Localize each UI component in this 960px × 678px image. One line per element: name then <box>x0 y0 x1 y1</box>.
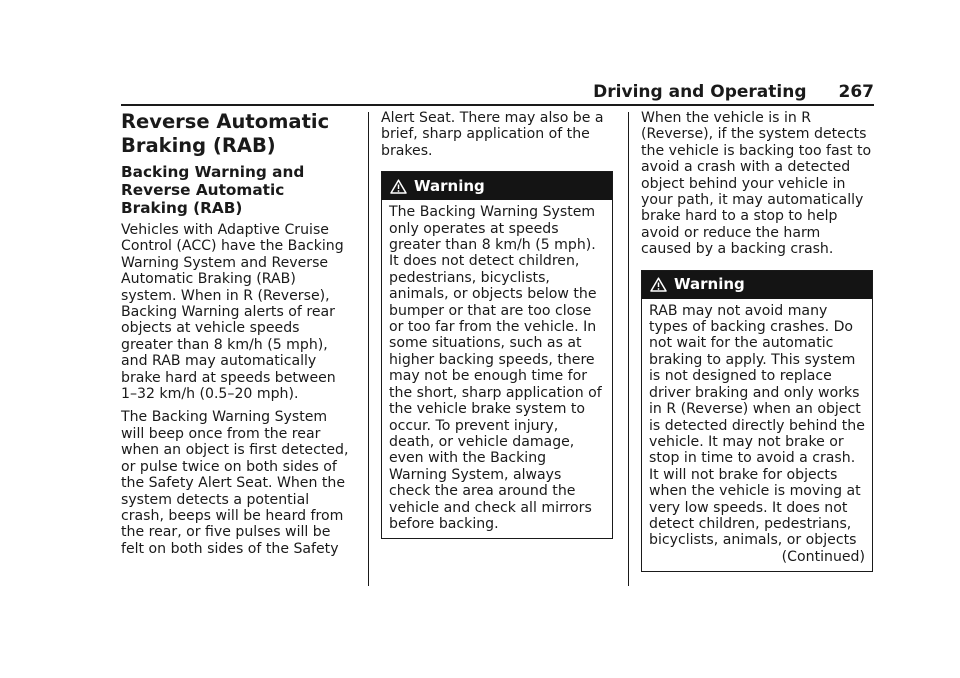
warning-title: Warning <box>674 275 745 294</box>
warning-text <box>642 299 872 572</box>
warning-box-rab <box>641 270 873 573</box>
warning-header <box>382 172 612 200</box>
warning-box-backing <box>381 171 613 539</box>
warning-title: Warning <box>414 177 485 196</box>
column-divider-2 <box>628 112 629 586</box>
column-divider-1 <box>368 112 369 586</box>
body-paragraph-1: Vehicles with Adaptive Cruise Control (ACC) have the Backing Warning System and Reverse Automatic Braking (RAB) system. When in R (Reverse), Backing Warning alerts of rear objects at vehicle speeds greater than 8 km/h (5 mph), and RAB may automatically brake hard at speeds between 1–32 km/h (0.5–20 mph). <box>121 222 344 403</box>
warning-header <box>642 271 872 299</box>
body-paragraph-continued: Alert Seat. There may also be a brief, sharp application of the brakes. <box>381 110 604 159</box>
warning-triangle-icon <box>390 179 407 194</box>
body-paragraph-2: The Backing Warning System will beep once from the rear when an object is first detected, or pulse twice on both sides of the Safety Alert Seat. When the system detects a potential crash, beeps will be heard from the rear, or five pulses will be felt on both sides of the Safety <box>121 409 349 557</box>
page-header <box>0 78 874 102</box>
warning-text-content: RAB may not avoid many types of backing crashes. Do not wait for the automatic braking to apply. This system is not designed to replace driver braking and only works in R (Reverse) when an object is detected directly behind the vehicle. It may not brake or stop in time to avoid a crash. It will not brake for objects when the vehicle is moving at very low speeds. It does not detect children, pedestrians, bicyclists, animals, or objects <box>649 302 865 549</box>
subsection-heading: Backing Warning and Reverse Automatic Braking (RAB) <box>121 163 305 217</box>
continued-label: (Continued) <box>781 548 865 565</box>
column-2 <box>381 110 613 539</box>
column-1 <box>121 110 353 564</box>
section-heading: Reverse Automatic Braking (RAB) <box>121 110 330 157</box>
body-paragraph-3: When the vehicle is in R (Reverse), if the system detects the vehicle is backing too fast to avoid a crash with a detected object behind your vehicle in your path, it may automatically brake hard to a stop to help avoid or reduce the harm caused by a backing crash. <box>641 110 872 258</box>
page-number: 267 <box>838 82 874 102</box>
warning-text: The Backing Warning System only operates at speeds greater than 8 km/h (5 mph). It does not detect children, pedestrians, bicyclists, animals, or objects below the bumper or that are too close or too far from the vehicle. In some situations, such as at higher backing speeds, there may not be enough time for the short, sharp application of the vehicle brake system to occur. To prevent injury, death, or vehicle damage, even with the Backing Warning System, always check the area around the vehicle and check all mirrors before backing. <box>389 204 602 532</box>
section-title: Driving and Operating <box>593 82 807 102</box>
header-rule <box>121 104 874 106</box>
warning-triangle-icon <box>650 277 667 292</box>
column-3 <box>641 110 873 572</box>
